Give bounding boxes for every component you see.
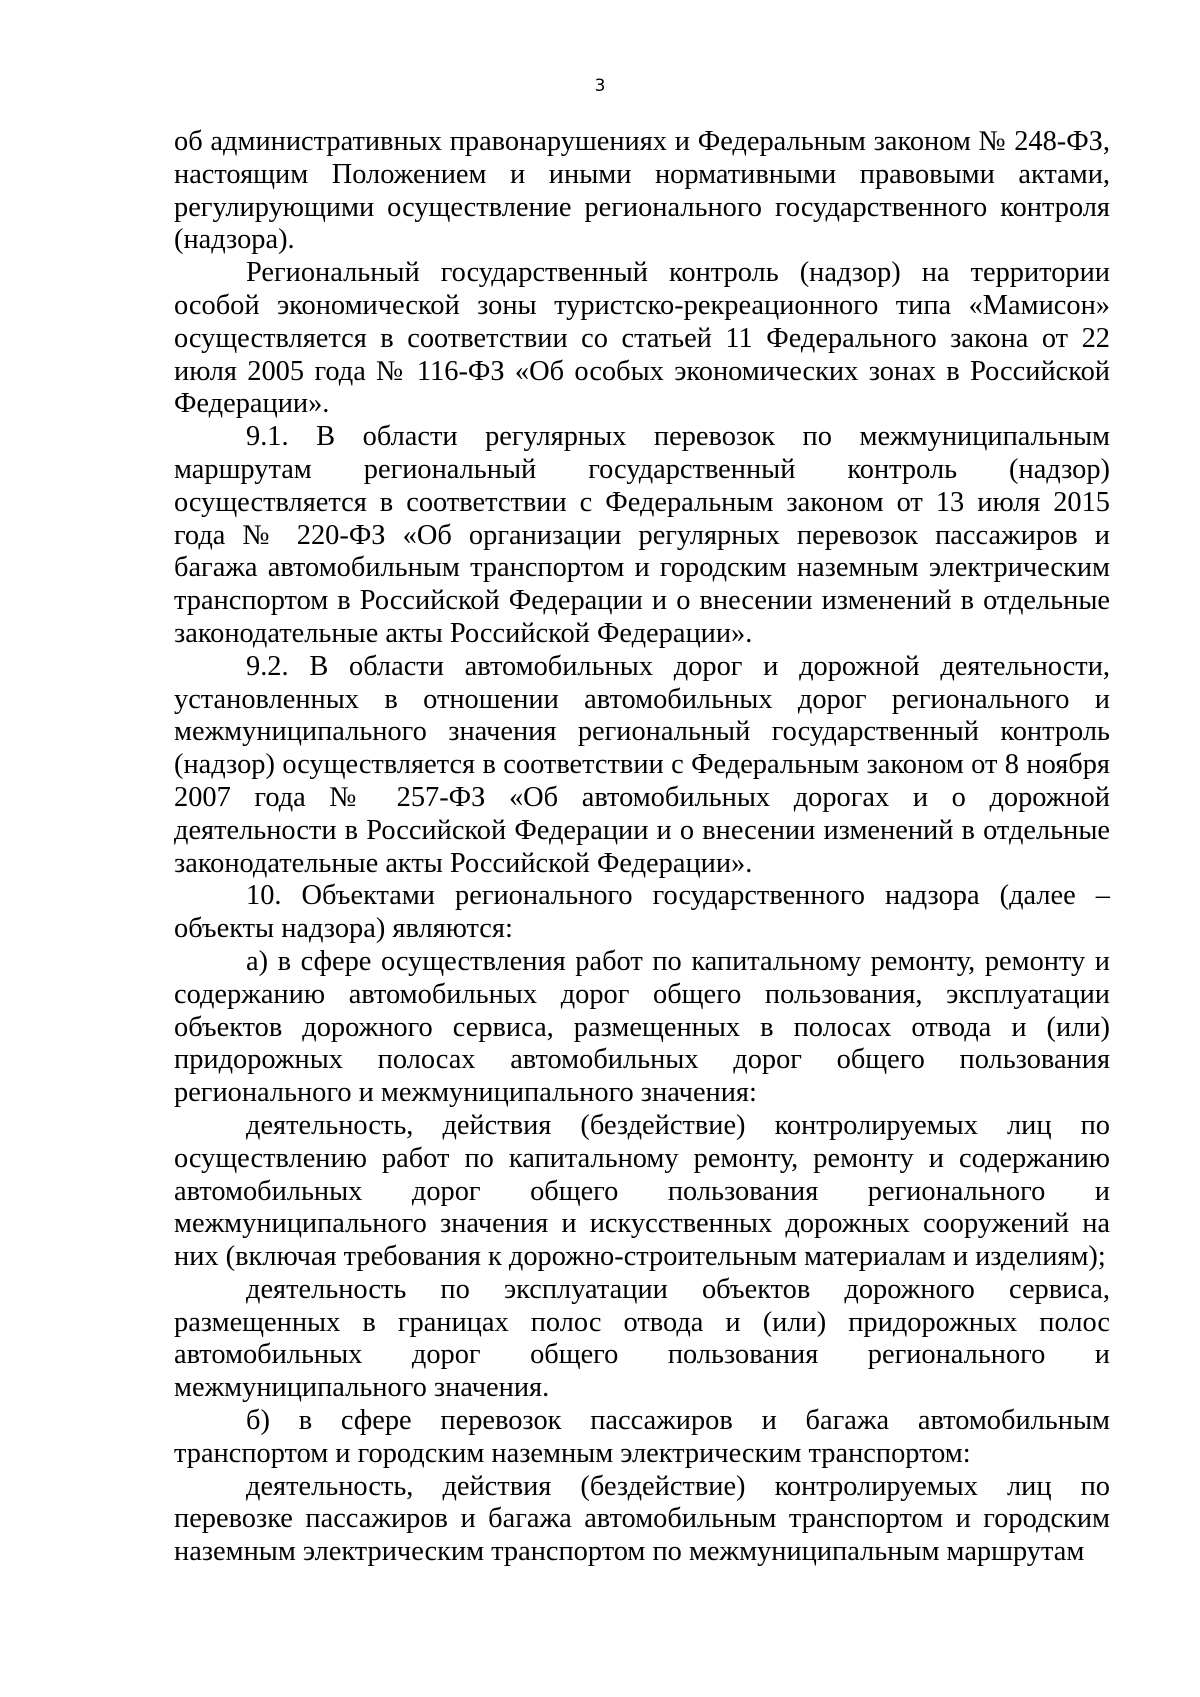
paragraph: деятельность, действия (бездействие) контролируемых лиц по перевозке пассажиров и багажа автомобильным транспортом и городским наземным электрическим транспортом по межмуниципальным маршрутам [174, 1470, 1110, 1568]
paragraph: 9.2. В области автомобильных дорог и дорожной деятельности, установленных в отношении автомобильных дорог регионального и межмуниципального значения региональный государственный контроль (надзор) осуществляется в соответствии с Федеральным законом от 8 ноября 2007 года № 257-ФЗ «Об автомобильных дорогах и о дорожной деятельности в Российской Федерации и о внесении изменений в отдельные законодательные акты Российской Федерации». [174, 650, 1110, 879]
paragraph: 10. Объектами регионального государственного надзора (далее – объекты надзора) являются: [174, 880, 1110, 945]
paragraph: б) в сфере перевозок пассажиров и багажа автомобильным транспортом и городским наземным электрическим транспортом: [174, 1405, 1110, 1469]
paragraph: 9.1. В области регулярных перевозок по межмуниципальным маршрутам региональный государственный контроль (надзор) осуществляется в соответствии с Федеральным законом от 13 июля 2015 года № 220-ФЗ «Об организации регулярных перевозок пассажиров и багажа автомобильным транспортом и городским наземным электрическим транспортом в Российской Федерации и о внесении изменений в отдельные законодательные акты Российской Федерации». [174, 421, 1110, 649]
paragraph: об административных правонарушениях и Федеральным законом № 248-ФЗ, настоящим Положением и иными нормативными правовыми актами, регулирующими осуществление регионального государственного контроля (надзора). [174, 126, 1110, 256]
paragraph: а) в сфере осуществления работ по капитальному ремонту, ремонту и содержанию автомобильных дорог общего пользования, эксплуатации объектов дорожного сервиса, размещенных в полосах отвода и (или) придорожных полосах автомобильных дорог общего пользования регионального и межмуниципального значения: [174, 945, 1110, 1109]
paragraph: деятельность, действия (бездействие) контролируемых лиц по осуществлению работ по капитальному ремонту, ремонту и содержанию автомобильных дорог общего пользования регионального и межмуниципального значения и искусственных дорожных сооружений на них (включая требования к дорожно-строительным материалам и изделиям); [174, 1109, 1110, 1273]
page-number: 3 [594, 76, 606, 96]
paragraph: Региональный государственный контроль (надзор) на территории особой экономической зоны туристско-рекреационного типа «Мамисон» осуществляется в соответствии со статьей 11 Федерального закона от 22 июля 2005 года № 116-ФЗ «Об особых экономических зонах в Российской Федерации». [174, 257, 1110, 420]
paragraph: деятельность по эксплуатации объектов дорожного сервиса, размещенных в границах полос отвода и (или) придорожных полос автомобильных дорог общего пользования регионального и межмуниципального значения. [174, 1273, 1110, 1404]
document-body [174, 126, 1110, 1569]
